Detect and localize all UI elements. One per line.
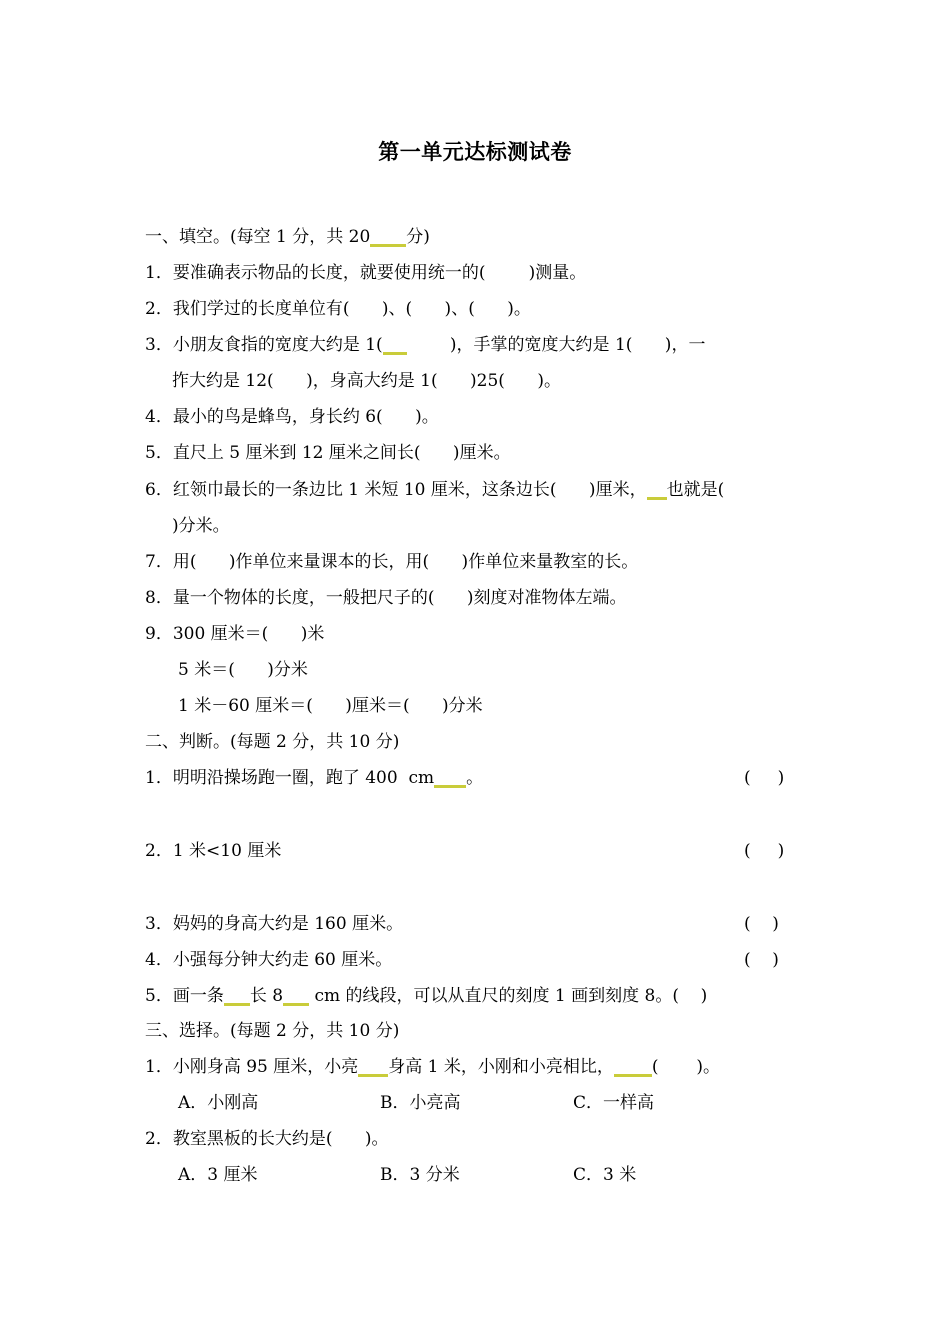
judge-2: 2．1 米<10 厘米 [145, 841, 282, 861]
judge-5-text-c: cm 的线段，可以从直尺的刻度 1 画到刻度 8。( ) [309, 986, 708, 1006]
question-1-3-text-rest: )，手掌的宽度大约是 1( )，一 [406, 335, 706, 355]
judge-4-answer-paren: ( ) [744, 950, 779, 970]
section1-header [145, 225, 430, 249]
question-1-3-continued: 拃大约是 12( )，身高大约是 1( )25( )。 [172, 371, 561, 391]
choice-1-text-a: 1．小刚身高 95 厘米，小亮 [145, 1057, 359, 1077]
choice-1-text-c: ( )。 [651, 1057, 720, 1077]
question-1-3-text: 3．小朋友食指的宽度大约是 1( [145, 335, 383, 355]
page-title: 第一单元达标测试卷 [378, 139, 572, 164]
question-1-5: 5．直尺上 5 厘米到 12 厘米之间长( )厘米。 [145, 443, 511, 463]
judge-1-text: 1．明明沿操场跑一圈，跑了 400 cm [145, 768, 435, 788]
question-1-9-line-2: 5 米＝( )分米 [178, 660, 308, 680]
choice-2: 2．教室黑板的长大约是( )。 [145, 1129, 389, 1149]
highlight-mark [383, 333, 407, 357]
judge-5 [145, 984, 707, 1008]
choice-2-option-b: B．3 分米 [380, 1165, 460, 1185]
choice-2-option-c: C．3 米 [573, 1165, 637, 1185]
question-1-8: 8．量一个物体的长度，一般把尺子的( )刻度对准物体左端。 [145, 588, 627, 608]
section1-header-suffix: 分) [406, 227, 430, 247]
question-1-3 [145, 333, 705, 357]
judge-3: 3．妈妈的身高大约是 160 厘米。 [145, 914, 404, 934]
question-1-9-line-3: 1 米－60 厘米＝( )厘米＝( )分米 [178, 696, 483, 716]
question-1-6 [145, 478, 724, 502]
highlight-mark [370, 225, 406, 249]
section2-header: 二、判断。(每题 2 分，共 10 分) [145, 732, 400, 752]
judge-2-answer-paren: ( ) [744, 841, 785, 861]
judge-1 [145, 766, 483, 790]
highlight-mark [283, 984, 309, 1008]
highlight-mark [434, 766, 466, 790]
highlight-mark [358, 1055, 388, 1079]
question-1-6-text: 6．红领巾最长的一条边比 1 米短 10 厘米，这条边长( )厘米， [145, 480, 647, 500]
judge-1-answer-paren: ( ) [744, 768, 785, 788]
judge-5-text-a: 5．画一条 [145, 986, 224, 1006]
choice-1-option-b: B．小亮高 [380, 1093, 461, 1113]
judge-5-text-b: 长 8 [249, 986, 284, 1006]
highlight-mark [614, 1055, 652, 1079]
choice-1-text-b: 身高 1 米，小刚和小亮相比， [388, 1057, 614, 1077]
choice-1-option-c: C．一样高 [573, 1093, 655, 1113]
question-1-4: 4．最小的鸟是蜂鸟，身长约 6( )。 [145, 407, 439, 427]
question-1-6-continued: )分米。 [172, 516, 230, 536]
question-1-9: 9．300 厘米＝( )米 [145, 624, 325, 644]
judge-3-answer-paren: ( ) [744, 914, 779, 934]
section3-header: 三、选择。(每题 2 分，共 10 分) [145, 1021, 400, 1041]
choice-2-option-a: A．3 厘米 [178, 1165, 258, 1185]
section1-header-text: 一、填空。(每空 1 分，共 20 [145, 227, 371, 247]
question-1-7: 7．用( )作单位来量课本的长，用( )作单位来量教室的长。 [145, 552, 639, 572]
judge-1-suffix: 。 [466, 768, 484, 788]
judge-4: 4．小强每分钟大约走 60 厘米。 [145, 950, 393, 970]
question-1-6-text-rest: 也就是( [666, 480, 725, 500]
question-1-2: 2．我们学过的长度单位有( )、( )、( )。 [145, 299, 531, 319]
question-1-1: 1．要准确表示物品的长度，就要使用统一的( )测量。 [145, 263, 587, 283]
highlight-mark [224, 984, 250, 1008]
highlight-mark [647, 478, 667, 502]
choice-1-option-a: A．小刚高 [178, 1093, 259, 1113]
choice-1 [145, 1055, 720, 1079]
